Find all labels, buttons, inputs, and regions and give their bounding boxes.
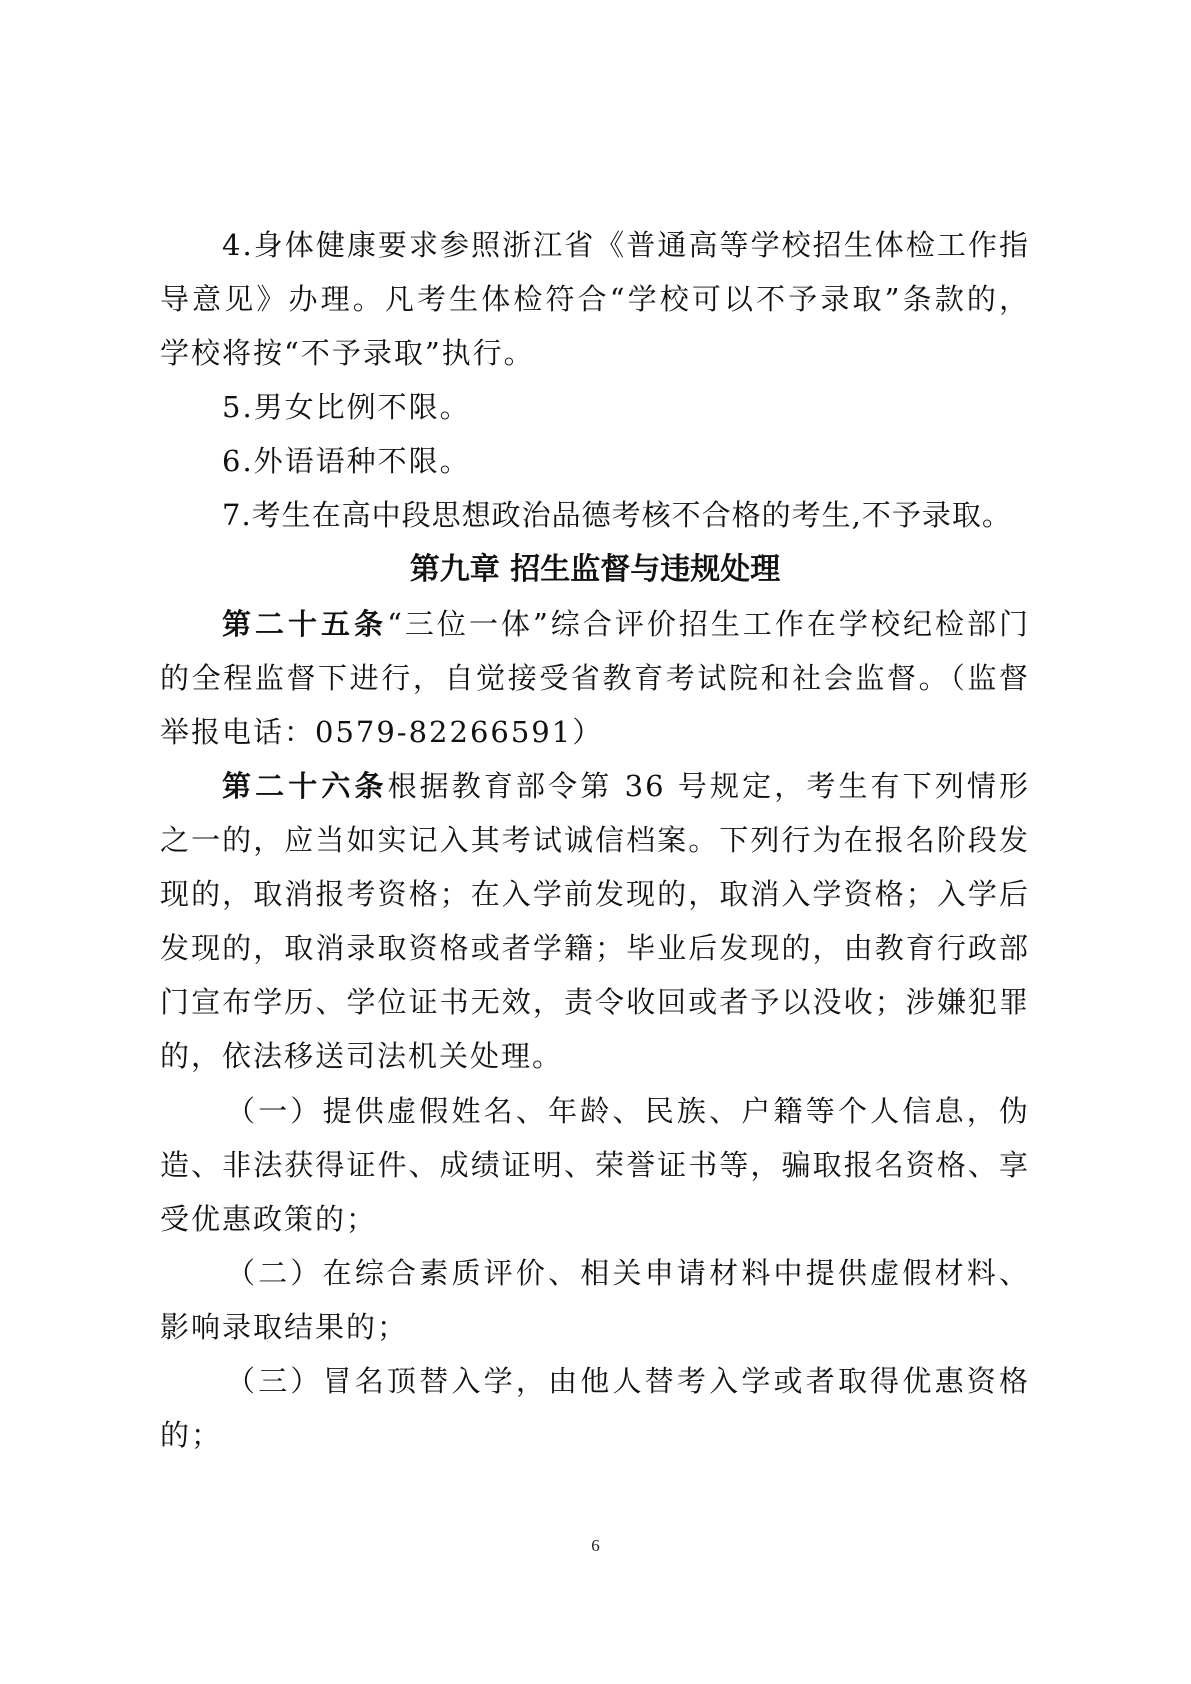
- clause-3: （三）冒名顶替入学，由他人替考入学或者取得优惠资格的；: [160, 1363, 1030, 1453]
- clause-1: （一）提供虚假姓名、年龄、民族、户籍等个人信息，伪造、非法获得证件、成绩证明、荣誉证书等，骗取报名资格、享受优惠政策的；: [160, 1093, 1030, 1236]
- document-body: [160, 218, 1030, 1462]
- article-25: [160, 597, 1030, 759]
- article-26-text: 根据教育部令第 36 号规定，考生有下列情形之一的，应当如实记入其考试诚信档案。下列行为在报名阶段发现的，取消报考资格；在入学前发现的，取消入学资格；入学后发现的，取消录取资格或者学籍；毕业后发现的，由教育行政部门宣布学历、学位证书无效，责令收回或者予以没收；涉嫌犯罪的，依法移送司法机关处理。: [160, 768, 1030, 1074]
- article-25-text: “三位一体”综合评价招生工作在学校纪检部门的全程监督下进行，自觉接受省教育考试院和社会监督。（监督举报电话：0579-82266591）: [160, 606, 1030, 749]
- paragraph-item-4: 4.身体健康要求参照浙江省《普通高等学校招生体检工作指导意见》办理。凡考生体检符合“学校可以不予录取”条款的，学校将按“不予录取”执行。: [160, 228, 1030, 371]
- chapter-heading: 第九章 招生监督与违规处理: [409, 551, 781, 587]
- page-number: 6: [591, 1536, 600, 1555]
- paragraph-item-5: 5.男女比例不限。: [222, 390, 471, 425]
- article-26-label: 第二十六条: [222, 768, 388, 803]
- paragraph-item-6: 6.外语语种不限。: [222, 444, 471, 479]
- article-25-label: 第二十五条: [222, 606, 388, 641]
- paragraph-item-7: 7.考生在高中段思想政治品德考核不合格的考生,不予录取。: [222, 498, 1012, 533]
- clause-2: （二）在综合素质评价、相关申请材料中提供虚假材料、影响录取结果的；: [160, 1255, 1030, 1344]
- article-26: [160, 759, 1030, 1084]
